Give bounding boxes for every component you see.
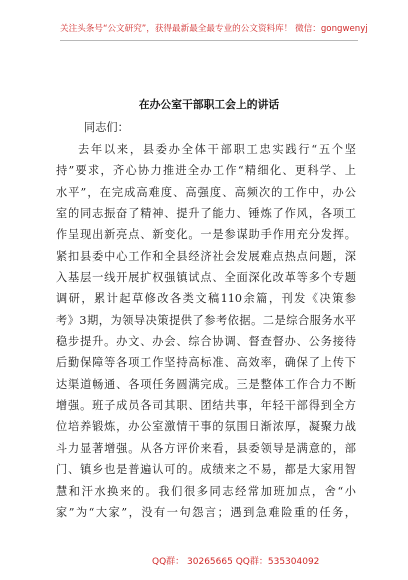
body-line: 调研，累计起草修改各类文稿110余篇，刊发《决策参 [56, 292, 356, 306]
body-line: 达渠道畅通、各项任务圆满完成。三是整体工作合力不断 [56, 377, 356, 391]
document-body [56, 139, 356, 523]
body-line: 增强。班子成员各司其职、团结共事，年轻干部得到全方 [56, 399, 356, 413]
footer-contact: QQ群： 30265665 QQ群：535304092 [152, 557, 320, 567]
salutation: 同志们： [84, 121, 129, 134]
body-line: 紧扣县委中心工作和全县经济社会发展难点热点问题，深 [56, 249, 356, 263]
document-title: 在办公室干部职工会上的讲话 [138, 98, 280, 111]
header-divider [60, 40, 358, 41]
header-notice: 关注头条号“公文研究”，获得最新最全最专业的公文资料库！ 微信：gongwenyj [60, 24, 368, 34]
body-line: 位培养锻炼，办公室激情干事的氛围日渐浓厚，凝聚力战 [56, 420, 356, 434]
body-line: 后勤保障等各项工作坚持高标准、高效率，确保了上传下 [56, 356, 356, 370]
body-line: 室的同志振奋了精神、提升了能力、锤炼了作风，各项工 [56, 207, 356, 221]
body-line: 斗力显著增强。从各方评价来看，县委领导是满意的，部 [56, 441, 356, 455]
body-line: 稳步提升。办文、办会、综合协调、督查督办、公务接待 [56, 335, 356, 349]
body-line: 考》3期，为领导决策提供了参考依据。二是综合服务水平 [56, 313, 356, 327]
body-line: 水平”，在完成高难度、高强度、高频次的工作中，办公 [56, 185, 356, 199]
body-line: 入基层一线开展扩权强镇试点、全面深化改革等多个专题 [56, 271, 356, 285]
body-line: 作呈现出新亮点、新变化。一是参谋助手作用充分发挥。 [56, 228, 356, 242]
body-line: 门、镇乡也是普遍认可的。成绩来之不易，都是大家用智 [56, 463, 356, 477]
body-line: 去年以来，县委办全体干部职工忠实践行“五个坚 [78, 143, 356, 156]
body-line: 持”要求，齐心协力推进全办工作“精细化、更科学、上 [56, 164, 356, 178]
body-line: 家”为“大家”，没有一句怨言；遇到急难险重的任务， [56, 505, 356, 519]
body-line: 慧和汗水换来的。我们很多同志经常加班加点，舍“小 [56, 484, 356, 498]
